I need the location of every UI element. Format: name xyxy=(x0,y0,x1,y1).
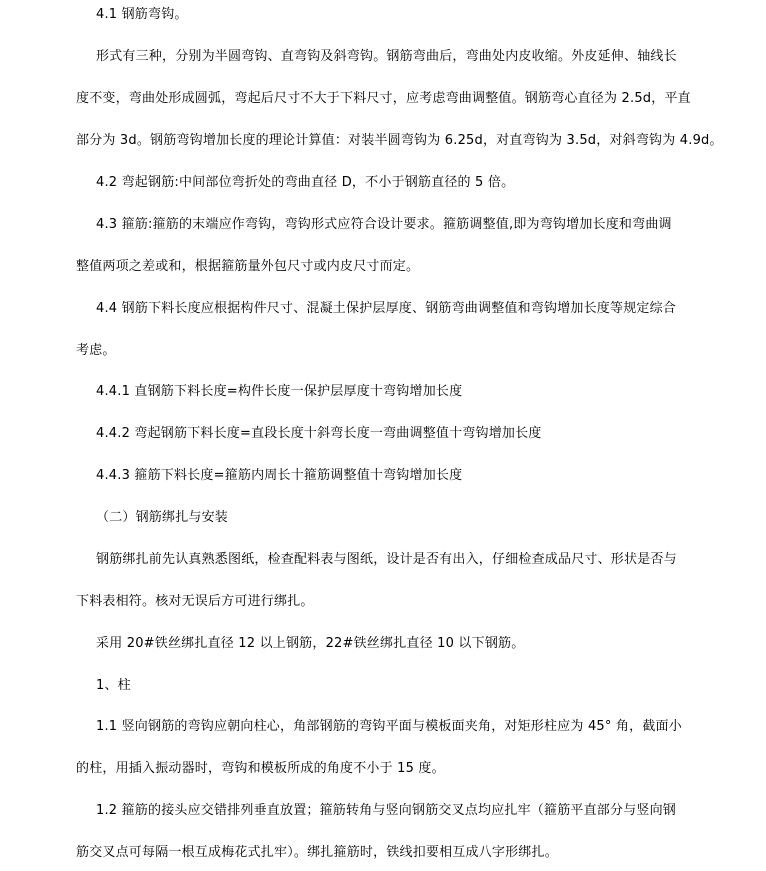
paragraph-4-3-stirrup-line-1: 4.3 箍筋:箍筋的末端应作弯钩，弯钩形式应符合设计要求。箍筋调整值,即为弯钩增加长度和弯曲调 xyxy=(96,217,672,232)
paragraph-hook-forms-line-1: 形式有三种，分别为半圆弯钩、直弯钩及斜弯钩。钢筋弯曲后，弯曲处内皮收缩。外皮延伸、轴线长 xyxy=(96,49,677,64)
paragraph-4-1-heading: 4.1 钢筋弯钩。 xyxy=(96,7,188,22)
paragraph-binding-check-line-1: 钢筋绑扎前先认真熟悉图纸，检查配料表与图纸，设计是否有出入，仔细检查成品尺寸、形状是否与 xyxy=(96,552,677,567)
section-heading-binding: （二）钢筋绑扎与安装 xyxy=(96,510,229,525)
formula-4-4-2: 4.4.2 弯起钢筋下料长度=直段长度十斜弯长度一弯曲调整值十弯钩增加长度 xyxy=(96,426,542,441)
paragraph-1-1-vertical-bar-line-1: 1.1 竖向钢筋的弯钩应朝向柱心，角部钢筋的弯钩平面与模板面夹角，对矩形柱应为 45° 角，截面小 xyxy=(96,719,682,734)
paragraph-4-3-stirrup-line-2: 整值两项之差或和，根据箍筋量外包尺寸或内皮尺寸而定。 xyxy=(76,259,420,274)
paragraph-1-1-vertical-bar-line-2: 的柱，用插入振动器时，弯钩和模板所成的角度不小于 15 度。 xyxy=(76,761,445,776)
paragraph-wire-gauge: 采用 20#铁丝绑扎直径 12 以上钢筋，22#铁丝绑扎直径 10 以下钢筋。 xyxy=(96,636,525,651)
paragraph-1-2-stirrup-joint-line-2: 筋交叉点可每隔一根互成梅花式扎牢）。绑扎箍筋时，铁线扣要相互成八字形绑扎。 xyxy=(76,845,558,860)
paragraph-binding-check-line-2: 下料表相符。核对无误后方可进行绑扎。 xyxy=(76,594,314,609)
subsection-heading-column: 1、柱 xyxy=(96,678,131,693)
paragraph-1-2-stirrup-joint-line-1: 1.2 箍筋的接头应交错排列垂直放置；箍筋转角与竖向钢筋交叉点均应扎牢（箍筋平直部分与竖向钢 xyxy=(96,803,677,818)
formula-4-4-3: 4.4.3 箍筋下料长度=箍筋内周长十箍筋调整值十弯钩增加长度 xyxy=(96,468,463,483)
paragraph-4-2-bent-bar: 4.2 弯起钢筋:中间部位弯折处的弯曲直径 D，不小于钢筋直径的 5 倍。 xyxy=(96,175,515,190)
paragraph-hook-forms-line-2: 度不变，弯曲处形成圆弧，弯起后尺寸不大于下料尺寸，应考虑弯曲调整值。钢筋弯心直径为 2.5d，平直 xyxy=(76,91,691,106)
paragraph-4-4-cut-length-line-2: 考虑。 xyxy=(76,343,116,358)
paragraph-4-4-cut-length-line-1: 4.4 钢筋下料长度应根据构件尺寸、混凝土保护层厚度、钢筋弯曲调整值和弯钩增加长度等规定综合 xyxy=(96,301,677,316)
paragraph-hook-forms-line-3: 部分为 3d。钢筋弯钩增加长度的理论计算值：对装半圆弯钩为 6.25d，对直弯钩为 3.5d，对斜弯钩为 4.9d。 xyxy=(76,133,723,148)
formula-4-4-1: 4.4.1 直钢筋下料长度=构件长度一保护层厚度十弯钩增加长度 xyxy=(96,384,463,399)
